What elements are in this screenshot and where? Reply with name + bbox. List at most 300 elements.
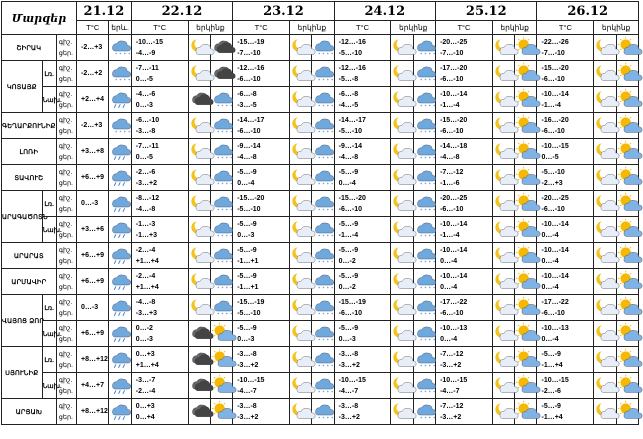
svg-text:*: * [424, 338, 427, 344]
temperature-cell [77, 243, 109, 269]
weather-icon [413, 191, 435, 217]
day-temp: -3…+2 [237, 413, 259, 421]
night-temp: -22…-26 [541, 38, 569, 46]
weather-icon [391, 399, 413, 425]
weather-icon [413, 399, 435, 425]
day-label: ցեր. [58, 387, 73, 395]
night-temp: -3…-8 [237, 402, 257, 410]
day-temp: 0…-4 [440, 257, 458, 265]
weather-icon [188, 321, 210, 347]
temperature-cell [537, 61, 594, 87]
svg-text:*: * [331, 208, 334, 214]
svg-text:*: * [318, 286, 321, 292]
weather-icon [391, 191, 413, 217]
svg-text:*: * [322, 130, 325, 136]
temperature-cell [436, 373, 493, 399]
night-temp: -7…-11 [135, 64, 159, 72]
svg-text:*: * [327, 234, 330, 240]
night-label: գիշ. [58, 402, 73, 410]
weather-icon [188, 399, 210, 425]
weather-icon [391, 61, 413, 87]
svg-text:*: * [432, 260, 435, 266]
weather-icon [188, 61, 210, 87]
weather-icon [616, 217, 638, 243]
night-temp: 0…+3 [135, 402, 155, 410]
temperature-cell [537, 373, 594, 399]
weather-icon [391, 321, 413, 347]
weather-icon [616, 165, 638, 191]
period-labels [56, 191, 76, 217]
temperature-cell [128, 35, 188, 61]
svg-text:*: * [331, 312, 334, 318]
svg-text:*: * [432, 286, 435, 292]
svg-text:*: * [419, 390, 422, 396]
temperature-cell [436, 61, 493, 87]
svg-text:*: * [229, 234, 233, 240]
weather-icon [515, 321, 537, 347]
weather-icon [594, 321, 616, 347]
weather-icon [210, 35, 232, 61]
night-temp: -4…-6 [135, 90, 156, 98]
night-temp: -17…-22 [440, 298, 468, 306]
subregion-label: Լռ. [42, 191, 56, 217]
night-temp: +3…+6 [81, 226, 104, 233]
night-temp: -10…-15 [440, 376, 468, 384]
svg-text:*: * [327, 286, 330, 292]
night-temp: -5…-9 [237, 246, 257, 254]
temp-header: T°C [334, 21, 391, 35]
temperature-cell [537, 113, 594, 139]
weather-icon [210, 243, 232, 269]
weather-icon [312, 295, 334, 321]
weather-icon [594, 87, 616, 113]
period-labels [56, 61, 76, 87]
region-name: ԼՈՌԻ [2, 139, 57, 165]
temperature-cell [131, 373, 188, 399]
svg-text:*: * [225, 182, 228, 188]
weather-icon [515, 243, 537, 269]
night-temp: -10…-15 [338, 376, 366, 384]
sky-header: երև. [109, 21, 131, 35]
temperature-cell [77, 321, 109, 347]
table-row [2, 61, 639, 87]
temperature-cell [131, 87, 188, 113]
temperature-cell [233, 35, 290, 61]
night-temp: +4…+7 [81, 382, 104, 389]
table-row [2, 321, 639, 347]
temperature-cell [436, 35, 493, 61]
temperature-cell [334, 139, 391, 165]
temperature-cell [537, 191, 594, 217]
weather-icon [109, 139, 131, 165]
svg-text:*: * [428, 234, 431, 240]
day-temp: +1…+4 [135, 361, 159, 369]
day-temp: -3…+2 [440, 413, 462, 421]
svg-text:*: * [419, 364, 422, 370]
svg-text:*: * [119, 78, 123, 84]
day-label: ցեր. [58, 153, 73, 161]
temperature-cell [233, 165, 290, 191]
svg-text:*: * [322, 260, 325, 266]
night-temp: +6…+9 [81, 330, 104, 337]
day-temp: -7…-10 [440, 49, 464, 57]
table-row [2, 165, 639, 191]
temperature-cell [436, 321, 493, 347]
temperature-cell [233, 373, 290, 399]
svg-text:*: * [428, 364, 431, 370]
date-header: 21.12 [77, 2, 132, 21]
night-temp: -2…+3 [81, 122, 103, 129]
svg-text:*: * [424, 364, 427, 370]
svg-text:*: * [322, 52, 325, 58]
weather-icon [391, 165, 413, 191]
svg-text:*: * [128, 78, 131, 84]
weather-icon [188, 347, 210, 373]
svg-text:*: * [424, 78, 427, 84]
svg-text:*: * [229, 182, 233, 188]
weather-icon [109, 243, 131, 269]
temperature-cell [537, 165, 594, 191]
day-temp: -3…+2 [338, 413, 360, 421]
temperature-cell [131, 243, 188, 269]
night-label: գիշ. [58, 64, 73, 72]
period-labels [56, 347, 76, 373]
temperature-cell [436, 113, 493, 139]
night-temp: +8…+12 [81, 356, 108, 363]
night-temp: -5…-9 [237, 324, 257, 332]
temperature-cell [436, 399, 493, 425]
night-temp: -15…-19 [338, 298, 366, 306]
svg-text:*: * [128, 52, 131, 58]
night-temp: -2…-4 [135, 246, 156, 254]
day-label: ցեր. [58, 283, 73, 291]
day-temp: -1…+3 [135, 231, 158, 239]
svg-text:*: * [432, 364, 435, 370]
weather-icon [109, 61, 131, 87]
svg-text:*: * [318, 208, 321, 214]
svg-text:*: * [432, 130, 435, 136]
day-temp: +1…+4 [135, 283, 159, 291]
temperature-cell [77, 373, 109, 399]
night-temp: +6…+9 [81, 174, 104, 181]
weather-icon [594, 373, 616, 399]
day-temp: -3…+2 [135, 179, 158, 187]
temperature-cell [436, 139, 493, 165]
weather-icon [188, 113, 210, 139]
weather-icon [210, 191, 232, 217]
night-temp: -10…-14 [541, 220, 569, 228]
weather-icon [616, 87, 638, 113]
svg-text:*: * [216, 182, 220, 188]
temperature-cell [334, 243, 391, 269]
night-temp: -6…-10 [135, 116, 160, 124]
weather-icon [391, 269, 413, 295]
region-name: ԱՐԱԳԱԾՈՏՆ [2, 191, 43, 243]
weather-icon [594, 139, 616, 165]
svg-text:*: * [115, 78, 118, 84]
weather-icon [616, 113, 638, 139]
temperature-cell [436, 191, 493, 217]
night-temp: -12…-16 [338, 38, 366, 46]
svg-text:*: * [419, 234, 422, 240]
day-temp: 0…-3 [135, 335, 153, 343]
weather-icon [594, 243, 616, 269]
weather-icon [515, 61, 537, 87]
night-temp: -3…-8 [237, 350, 257, 358]
svg-text:*: * [428, 182, 431, 188]
weather-icon [312, 243, 334, 269]
svg-text:*: * [322, 234, 325, 240]
night-label: գիշ. [58, 272, 73, 280]
weather-icon [312, 61, 334, 87]
day-temp: -3…+2 [237, 361, 259, 369]
day-temp: -6…-10 [237, 127, 261, 135]
weather-icon [210, 295, 232, 321]
weather-icon [616, 321, 638, 347]
night-temp: -5…-9 [338, 168, 359, 176]
weather-icon [391, 373, 413, 399]
night-temp: -15…-20 [440, 116, 468, 124]
table-row [2, 347, 639, 373]
weather-icon [188, 217, 210, 243]
svg-text:*: * [331, 260, 334, 266]
day-temp: 0…-2 [338, 283, 356, 291]
weather-icon [413, 165, 435, 191]
svg-text:*: * [221, 208, 224, 214]
weather-icon [616, 191, 638, 217]
svg-text:*: * [428, 104, 431, 110]
temp-header: T°C [77, 21, 109, 35]
night-label: գիշ. [58, 142, 73, 150]
svg-text:*: * [225, 234, 228, 240]
temperature-cell [233, 321, 290, 347]
weather-icon [413, 295, 435, 321]
night-temp: -5…-9 [237, 272, 257, 280]
weather-icon [312, 139, 334, 165]
sky-header: երկինք [594, 21, 639, 35]
temperature-cell [436, 243, 493, 269]
table-row [2, 35, 639, 61]
night-temp: -7…-12 [440, 350, 464, 358]
weather-icon [594, 347, 616, 373]
day-temp: 0…-4 [440, 335, 458, 343]
weather-icon [616, 35, 638, 61]
svg-text:*: * [216, 208, 220, 214]
day-temp: -4…-8 [237, 153, 257, 161]
period-labels [56, 399, 76, 425]
night-temp: -10…-14 [440, 246, 468, 254]
day-temp: -5…-10 [237, 205, 261, 213]
svg-text:*: * [221, 156, 224, 162]
weather-icon [616, 269, 638, 295]
weather-icon [290, 87, 312, 113]
night-temp: -12…-16 [338, 64, 366, 72]
weather-icon [492, 87, 514, 113]
svg-text:*: * [331, 78, 334, 84]
night-temp: 0…-3 [81, 200, 99, 207]
temperature-cell [334, 35, 391, 61]
night-temp: -14…-18 [440, 142, 468, 150]
weather-icon [492, 321, 514, 347]
temp-header: T°C [537, 21, 594, 35]
night-temp: -17…-20 [440, 64, 468, 72]
region-name: ՎԱՅՈՑ ՁՈՐ [2, 295, 43, 347]
night-label: գիշ. [58, 194, 73, 202]
weather-icon [594, 217, 616, 243]
svg-text:*: * [424, 208, 427, 214]
temperature-cell [334, 165, 391, 191]
weather-icon [515, 295, 537, 321]
night-temp: -2…+3 [81, 44, 103, 51]
temperature-cell [334, 191, 391, 217]
weather-icon [312, 399, 334, 425]
weather-icon [515, 399, 537, 425]
temperature-cell [233, 399, 290, 425]
night-temp: -10…-15 [541, 376, 569, 384]
svg-text:*: * [428, 338, 431, 344]
svg-text:*: * [419, 416, 422, 422]
day-temp: 0…-5 [135, 75, 153, 83]
weather-icon [290, 35, 312, 61]
day-temp: -6…-10 [440, 309, 464, 317]
weather-icon [492, 269, 514, 295]
svg-text:*: * [119, 52, 123, 58]
subregion-label: Լռ. [42, 347, 56, 373]
weather-icon [312, 321, 334, 347]
svg-text:*: * [327, 182, 330, 188]
weather-icon [413, 87, 435, 113]
svg-text:*: * [331, 52, 334, 58]
weather-icon [312, 87, 334, 113]
svg-text:*: * [327, 104, 330, 110]
svg-text:*: * [419, 338, 422, 344]
weather-icon [515, 165, 537, 191]
day-temp: -3…-5 [237, 101, 257, 109]
svg-text:*: * [322, 416, 325, 422]
weather-icon [594, 165, 616, 191]
svg-text:*: * [216, 130, 220, 136]
day-label: ցեր. [58, 75, 73, 83]
day-temp: 0…-4 [541, 335, 559, 343]
temperature-cell [436, 217, 493, 243]
svg-text:*: * [225, 104, 228, 110]
weather-icon [188, 191, 210, 217]
weather-icon [594, 295, 616, 321]
weather-icon [109, 191, 131, 217]
weather-icon [109, 87, 131, 113]
region-name: ԱՐՑԱԽ [2, 399, 57, 425]
weather-icon [413, 321, 435, 347]
svg-text:*: * [327, 338, 330, 344]
svg-text:*: * [331, 338, 334, 344]
svg-text:*: * [428, 390, 431, 396]
svg-text:*: * [428, 52, 431, 58]
weather-icon [515, 373, 537, 399]
svg-text:*: * [229, 260, 233, 266]
table-row [2, 373, 639, 399]
weather-icon [210, 165, 232, 191]
temperature-cell [233, 113, 290, 139]
period-labels [56, 113, 76, 139]
night-temp: -15…-20 [541, 64, 569, 72]
weather-icon [413, 243, 435, 269]
weather-icon [290, 61, 312, 87]
night-temp: -15…-19 [237, 38, 265, 46]
day-temp: 0…-4 [541, 283, 559, 291]
temperature-cell [77, 399, 109, 425]
weather-icon [492, 373, 514, 399]
temperature-cell [334, 87, 391, 113]
svg-text:*: * [428, 78, 431, 84]
temperature-cell [131, 139, 188, 165]
region-name: ԳԵՂԱՐՔՈՒՆԻՔ [2, 113, 57, 139]
subregion-label: Նախ. [42, 217, 56, 243]
night-label: գիշ. [58, 298, 73, 306]
temperature-cell [77, 191, 109, 217]
weather-icon [515, 35, 537, 61]
night-temp: -10…-13 [440, 324, 468, 332]
svg-text:*: * [428, 260, 431, 266]
temperature-cell [128, 113, 188, 139]
svg-text:*: * [424, 52, 427, 58]
svg-text:*: * [331, 390, 334, 396]
day-temp: -6…-10 [338, 309, 362, 317]
svg-text:*: * [424, 104, 427, 110]
temperature-cell [77, 217, 109, 243]
svg-text:*: * [432, 390, 435, 396]
weather-icon [616, 243, 638, 269]
subregion-label: Նախ. [42, 87, 56, 113]
svg-text:*: * [221, 286, 224, 292]
day-temp: 0…-5 [541, 153, 559, 161]
subregion-label: Նախ. [42, 321, 56, 347]
night-temp: -5…-9 [338, 324, 359, 332]
weather-icon [594, 113, 616, 139]
weather-icon [391, 87, 413, 113]
night-temp: -5…-9 [541, 350, 561, 358]
period-labels [56, 35, 76, 61]
weather-icon [413, 373, 435, 399]
night-temp: -5…-9 [237, 168, 257, 176]
night-temp: -3…-8 [338, 402, 359, 410]
svg-text:*: * [428, 208, 431, 214]
svg-text:*: * [432, 338, 435, 344]
svg-text:*: * [221, 260, 224, 266]
weather-icon [188, 243, 210, 269]
region-column-header: Մարզեր [2, 2, 77, 35]
weather-icon [312, 373, 334, 399]
sky-header: երկինք [391, 21, 436, 35]
weather-icon [594, 399, 616, 425]
day-temp: 0…-4 [541, 231, 559, 239]
svg-text:*: * [327, 364, 330, 370]
night-temp: -16…-20 [541, 116, 569, 124]
temperature-cell [334, 295, 391, 321]
svg-text:*: * [124, 52, 127, 58]
temperature-cell [233, 61, 290, 87]
night-label: գիշ. [58, 90, 73, 98]
temp-header: T°C [233, 21, 290, 35]
svg-text:*: * [432, 52, 435, 58]
day-temp: -6…-10 [440, 127, 464, 135]
svg-text:*: * [322, 182, 325, 188]
weather-icon [109, 165, 131, 191]
day-temp: -3…+2 [440, 361, 462, 369]
weather-icon [391, 347, 413, 373]
day-label: ցեր. [58, 413, 73, 421]
svg-text:*: * [331, 234, 334, 240]
svg-text:*: * [424, 260, 427, 266]
